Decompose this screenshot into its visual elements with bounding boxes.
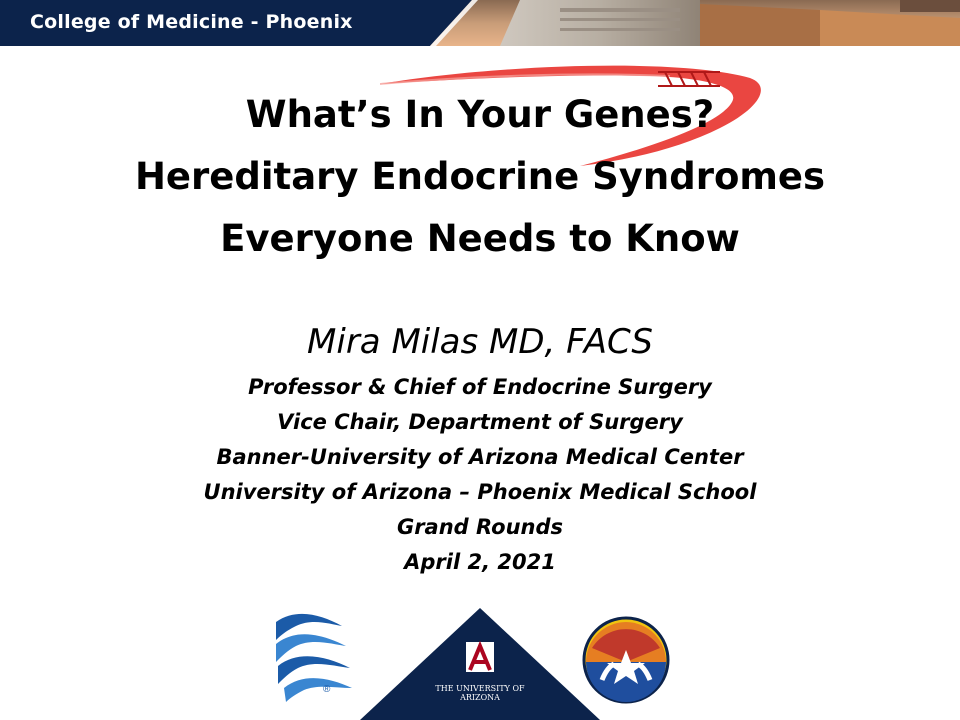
detail-line: University of Arizona – Phoenix Medical School <box>203 480 757 504</box>
title-line: Everyone Needs to Know <box>220 217 740 260</box>
detail-line: Grand Rounds <box>396 515 564 539</box>
slide-title <box>0 84 960 270</box>
detail-line: Professor & Chief of Endocrine Surgery <box>248 375 712 399</box>
registered-mark: ® <box>323 684 331 695</box>
ua-logo-text: THE UNIVERSITY OF ARIZONA <box>435 684 525 702</box>
banner-health-logo <box>276 614 352 702</box>
detail-line: Banner-University of Arizona Medical Center <box>216 445 744 469</box>
arizona-seal-logo <box>584 618 668 702</box>
title-line: What’s In Your Genes? <box>245 93 715 136</box>
presenter-details <box>0 370 960 580</box>
university-of-arizona-logo <box>360 608 600 720</box>
title-line: Hereditary Endocrine Syndromes <box>134 155 826 198</box>
detail-line: April 2, 2021 <box>404 550 556 574</box>
logos-row <box>0 600 960 720</box>
detail-line: Vice Chair, Department of Surgery <box>277 410 683 434</box>
header-title: College of Medicine - Phoenix <box>30 11 353 33</box>
presenter-name: Mira Milas MD, FACS <box>307 322 653 362</box>
